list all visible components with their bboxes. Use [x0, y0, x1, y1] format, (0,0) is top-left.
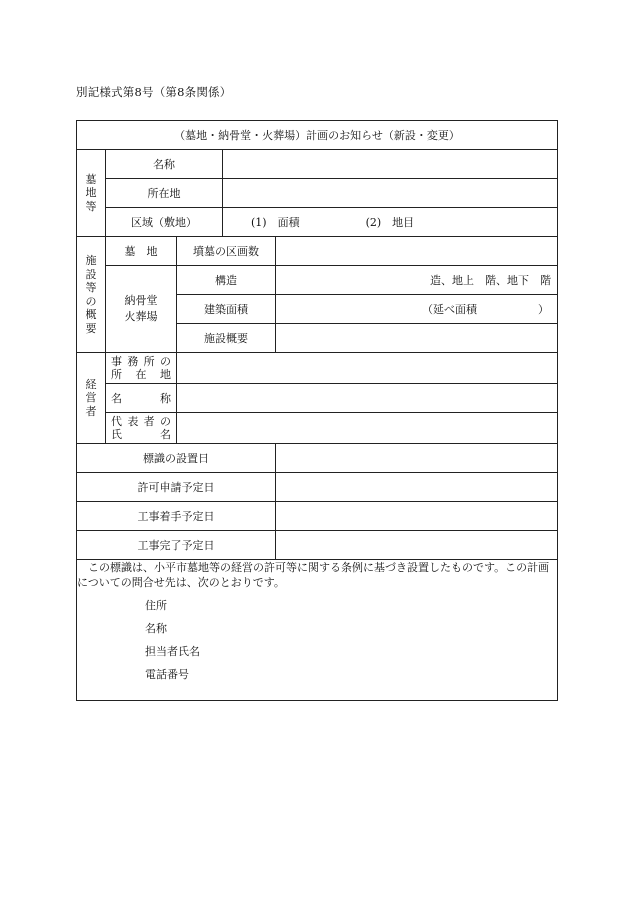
contact-address-label: 住所 [145, 599, 167, 612]
building-area-value-cell[interactable] [276, 295, 558, 324]
representative-value-cell[interactable] [177, 413, 558, 444]
title-row [77, 121, 558, 150]
date-label-start: 工事着手予定日 [77, 502, 276, 531]
notice-form-table [76, 120, 558, 701]
date-value-start[interactable] [276, 502, 558, 531]
plots-value-cell[interactable] [276, 237, 558, 266]
overview-value-cell[interactable] [276, 324, 558, 353]
date-row-start [77, 502, 558, 531]
cemetery-area-row [77, 208, 558, 237]
notice-cell [77, 560, 558, 701]
office-row [77, 353, 558, 384]
date-row-completion [77, 531, 558, 560]
label-char: 在 [135, 368, 147, 381]
address-value-cell[interactable] [223, 179, 558, 208]
address-label: 所在地 [106, 179, 223, 208]
floor-area-label: （延べ面積 [422, 302, 477, 316]
structure-row [77, 266, 558, 295]
date-row-sign [77, 444, 558, 473]
form-number-caption: 別記様式第8号（第8条関係） [76, 85, 232, 99]
office-label-line2 [106, 368, 176, 381]
section-facility-label: 施設等の概要 [77, 237, 106, 353]
plots-row [77, 237, 558, 266]
office-label-line1 [106, 355, 176, 368]
label-char: 名 [160, 428, 171, 441]
representative-label [106, 413, 177, 444]
label-char: 地 [160, 368, 171, 381]
facility-type-label: 納骨堂 火葬場 [106, 266, 177, 353]
date-label-completion: 工事完了予定日 [77, 531, 276, 560]
representative-row [77, 413, 558, 444]
cemetery-address-row [77, 179, 558, 208]
overview-label: 施設概要 [177, 324, 276, 353]
operator-name-label [106, 384, 177, 413]
name-label: 名称 [106, 150, 223, 179]
name-value-cell[interactable] [223, 150, 558, 179]
representative-label-line1 [106, 415, 176, 428]
date-value-sign[interactable] [276, 444, 558, 473]
form-title: （墓地・納骨堂・火葬場）計画のお知らせ（新設・変更） [77, 121, 558, 150]
date-label-sign: 標識の設置日 [77, 444, 276, 473]
label-char: 事 [111, 355, 122, 368]
contact-name-label: 名称 [145, 622, 167, 635]
area-value-cell[interactable]: (1) 面積 (2) 地目 [223, 208, 558, 237]
label-char: 所 [143, 355, 155, 368]
label-char: 者 [143, 415, 155, 428]
notice-row [77, 560, 558, 701]
structure-value-cell[interactable]: 造、地上 階、地下 階 [276, 266, 558, 295]
office-label [106, 353, 177, 384]
structure-label: 構造 [177, 266, 276, 295]
cemetery-label: 墓 地 [106, 237, 177, 266]
operator-name-label-line [106, 392, 176, 405]
notice-text: この標識は、小平市墓地等の経営の許可等に関する条例に基づき設置したものです。この計画についての問合せ先は、次のとおりです。 [77, 561, 550, 589]
plots-label: 墳墓の区画数 [177, 237, 276, 266]
area-label: 区域（敷地） [106, 208, 223, 237]
office-value-cell[interactable] [177, 353, 558, 384]
representative-label-line2 [106, 428, 176, 441]
label-char: 代 [111, 415, 122, 428]
operator-name-value-cell[interactable] [177, 384, 558, 413]
label-char: 務 [127, 355, 139, 368]
contact-phone-label: 電話番号 [145, 668, 189, 681]
cemetery-name-row [77, 150, 558, 179]
label-char: 称 [160, 391, 171, 405]
date-value-completion[interactable] [276, 531, 558, 560]
section-cemetery-label: 墓地等 [77, 150, 106, 237]
section-operator-label: 経営者 [77, 353, 106, 444]
label-char: の [159, 415, 171, 428]
operator-name-row [77, 384, 558, 413]
floor-area-close: ） [538, 302, 550, 316]
date-row-application [77, 473, 558, 502]
label-char: 名 [111, 391, 122, 405]
building-area-label: 建築面積 [177, 295, 276, 324]
contact-person-label: 担当者氏名 [145, 645, 200, 658]
label-char: 表 [127, 415, 139, 428]
label-char: 氏 [111, 428, 122, 441]
label-char: 所 [111, 368, 122, 381]
date-value-application[interactable] [276, 473, 558, 502]
label-char: の [159, 355, 171, 368]
date-label-application: 許可申請予定日 [77, 473, 276, 502]
